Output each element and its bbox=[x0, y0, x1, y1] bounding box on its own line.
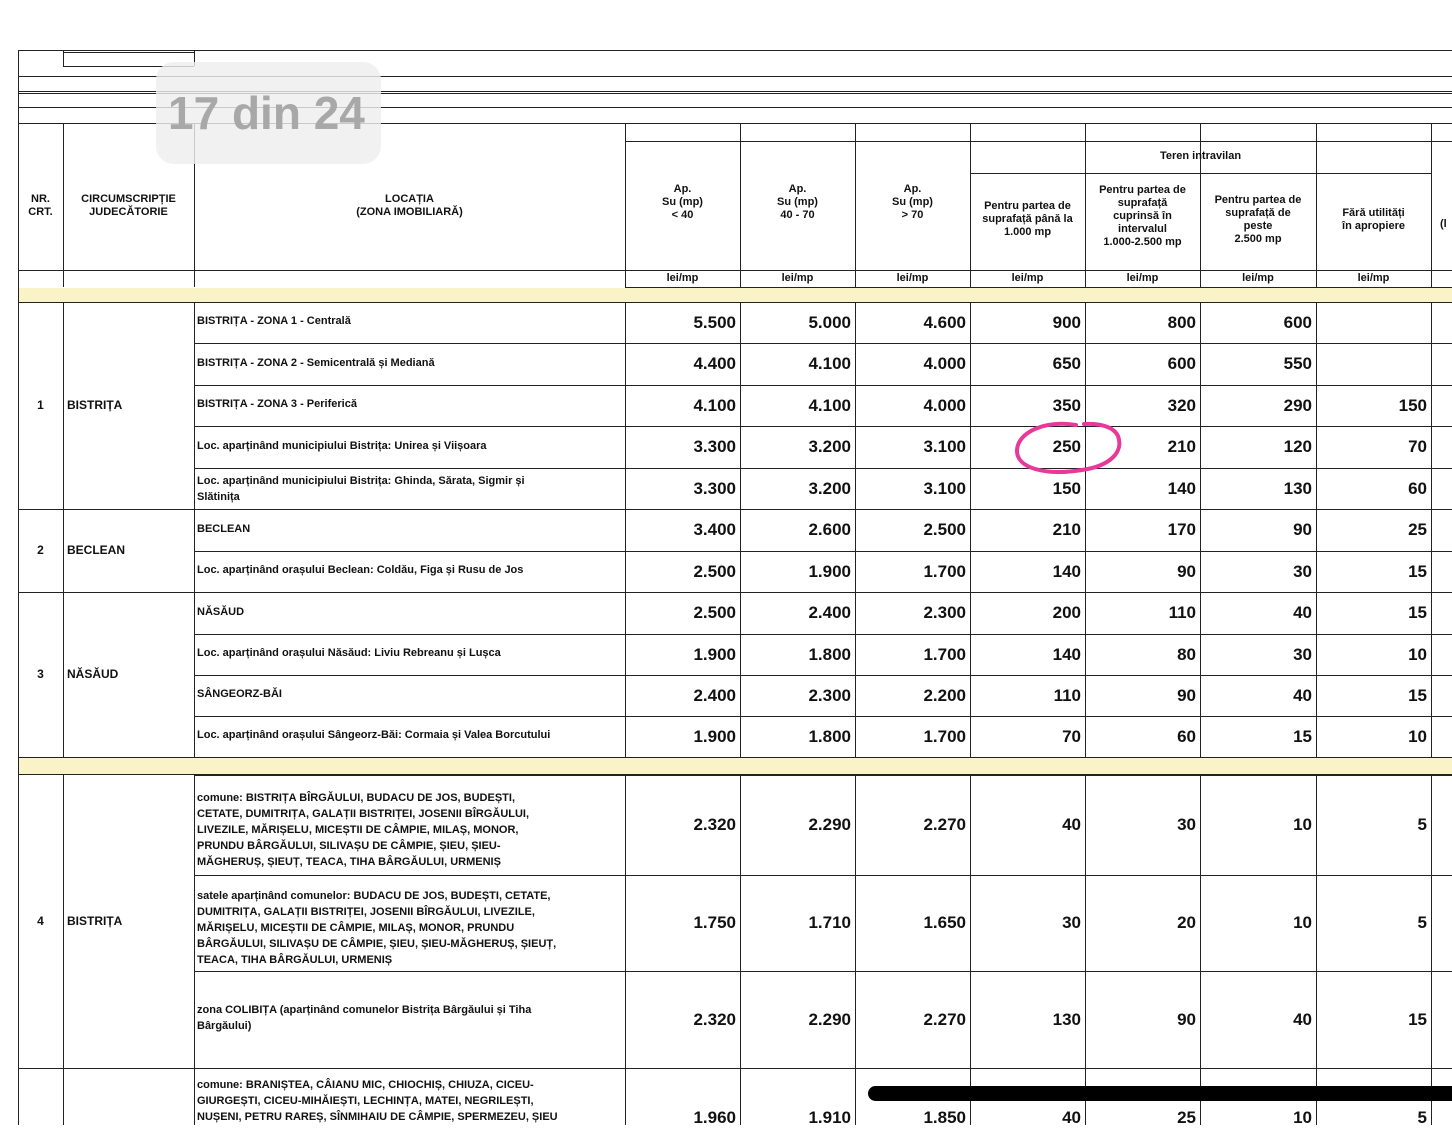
grid-line bbox=[194, 551, 1452, 552]
value-cell: 3.100 bbox=[923, 478, 966, 498]
value-cell: 1.800 bbox=[808, 726, 851, 746]
grid-line bbox=[1431, 123, 1432, 287]
value-cell: 5.500 bbox=[693, 312, 736, 332]
value-cell: 900 bbox=[1052, 312, 1081, 332]
value-cell: 3.400 bbox=[693, 520, 736, 539]
grid-line bbox=[194, 1068, 1452, 1069]
location-name: MĂRIȘELU, MICEȘTII DE CÂMPIE, MILAȘ, MONOR, PRUNDU bbox=[197, 921, 515, 934]
grid-line bbox=[18, 302, 1452, 303]
group-name: BECLEAN bbox=[67, 543, 126, 557]
value-cell: 90 bbox=[1177, 685, 1196, 705]
group-name: BISTRIȚA bbox=[67, 398, 123, 412]
value-cell: 5.000 bbox=[808, 312, 851, 332]
value-cell: 2.200 bbox=[923, 685, 966, 705]
location-name: GIURGEȘTI, CICEU-MIHĂIEȘTI, LECHINȚA, MATEI, NEGRILEȘTI, bbox=[197, 1095, 534, 1108]
value-cell: 1.850 bbox=[923, 1108, 966, 1127]
unit-label: lei/mp bbox=[1126, 272, 1159, 284]
value-cell: 90 bbox=[1293, 520, 1312, 539]
value-cell: 150 bbox=[1052, 478, 1081, 498]
group-number: 1 bbox=[37, 398, 44, 412]
grid-line bbox=[625, 141, 1452, 142]
value-cell: 70 bbox=[1062, 726, 1081, 746]
value-cell: 2.300 bbox=[808, 685, 851, 705]
location-name: Bârgăului) bbox=[197, 1019, 252, 1032]
value-cell: 2.270 bbox=[923, 1009, 966, 1029]
value-cell: 5 bbox=[1417, 815, 1427, 834]
value-cell: 3.200 bbox=[808, 478, 851, 498]
header-locatia: LOCAȚIA bbox=[385, 193, 434, 205]
value-cell: 110 bbox=[1053, 685, 1081, 705]
header-ap-lt40: Ap. bbox=[673, 183, 692, 195]
value-cell: 10 bbox=[1408, 726, 1427, 746]
value-cell: 120 bbox=[1283, 437, 1312, 456]
value-cell: 290 bbox=[1283, 395, 1312, 415]
value-cell: 80 bbox=[1177, 644, 1196, 664]
header-cut-column: (l bbox=[1440, 218, 1447, 230]
header-teren-4: Fără utilități bbox=[1342, 207, 1405, 219]
grid-line bbox=[63, 302, 64, 757]
value-cell: 60 bbox=[1408, 478, 1427, 498]
annex-box-border bbox=[63, 52, 194, 53]
header-nr-crt: CRT. bbox=[28, 206, 53, 218]
value-cell: 200 bbox=[1052, 603, 1081, 622]
grid-line bbox=[194, 875, 1452, 876]
value-cell: 2.500 bbox=[693, 561, 736, 581]
value-cell: 90 bbox=[1177, 561, 1196, 581]
header-nr-crt: NR. bbox=[31, 193, 50, 205]
grid-line bbox=[194, 426, 1452, 427]
header-ap-lt40: Su (mp) bbox=[662, 196, 703, 208]
location-name: comune: BISTRIȚA BÎRGĂULUI, BUDACU DE JOS, BUDEȘTI, bbox=[197, 791, 515, 804]
value-cell: 90 bbox=[1177, 1009, 1196, 1029]
grid-line bbox=[194, 775, 1452, 776]
grid-line bbox=[194, 592, 1452, 593]
value-cell: 2.400 bbox=[693, 685, 736, 705]
value-cell: 25 bbox=[1408, 520, 1427, 539]
value-cell: 250 bbox=[1052, 437, 1081, 456]
grid-line bbox=[194, 343, 1452, 344]
group-name: BISTRIȚA bbox=[67, 914, 123, 928]
value-cell: 1.710 bbox=[808, 913, 851, 932]
location-name: Loc. aparținând orașului Sângeorz-Băi: Cormaia și Valea Borcutului bbox=[197, 729, 551, 741]
header-teren-3: Pentru partea de bbox=[1214, 194, 1302, 206]
value-cell: 20 bbox=[1177, 913, 1196, 932]
value-cell: 150 bbox=[1398, 395, 1427, 415]
value-cell: 4.100 bbox=[808, 395, 851, 415]
value-cell: 40 bbox=[1293, 603, 1312, 622]
value-cell: 15 bbox=[1293, 726, 1312, 746]
header-teren-2: 1.000-2.500 mp bbox=[1103, 236, 1182, 248]
grid-line bbox=[194, 509, 1452, 510]
value-cell: 2.500 bbox=[923, 520, 966, 539]
value-cell: 650 bbox=[1052, 354, 1081, 373]
grid-line bbox=[194, 971, 1452, 972]
header-teren-2: intervalul bbox=[1118, 223, 1167, 235]
grid-line bbox=[18, 270, 1452, 271]
header-teren-3: 2.500 mp bbox=[1234, 233, 1282, 245]
grid-line bbox=[194, 757, 1452, 758]
value-cell: 130 bbox=[1283, 478, 1312, 498]
grid-line bbox=[194, 774, 195, 1125]
value-cell: 70 bbox=[1408, 437, 1427, 456]
header-ap-40-70: Su (mp) bbox=[777, 196, 818, 208]
page-indicator-text: 17 din 24 bbox=[168, 87, 365, 139]
value-cell: 1.960 bbox=[693, 1108, 736, 1127]
value-cell: 140 bbox=[1052, 644, 1081, 664]
value-cell: 4.600 bbox=[923, 312, 966, 332]
value-cell: 10 bbox=[1293, 913, 1312, 932]
header-teren-2: cuprinsă în bbox=[1113, 210, 1172, 222]
grid-line bbox=[194, 468, 1452, 469]
scroll-indicator-bar[interactable] bbox=[868, 1086, 1452, 1101]
group-number: 2 bbox=[37, 543, 44, 557]
header-circumscriptie: JUDECĂTORIE bbox=[89, 206, 168, 218]
location-name: PRUNDU BÂRGĂULUI, SILIVAȘU DE CÂMPIE, ȘIEU, ȘIEU- bbox=[197, 840, 501, 853]
location-name: Loc. aparținând orașului Năsăud: Liviu Rebreanu și Lușca bbox=[197, 647, 501, 659]
grid-line bbox=[63, 774, 64, 1125]
value-cell: 140 bbox=[1052, 561, 1081, 581]
value-cell: 2.290 bbox=[808, 815, 851, 834]
location-name: TEACA, TIHA BÂRGĂULUI, URMENIȘ bbox=[197, 954, 393, 967]
value-cell: 40 bbox=[1062, 1108, 1081, 1127]
value-cell: 140 bbox=[1167, 478, 1196, 498]
value-cell: 1.910 bbox=[808, 1108, 851, 1127]
value-cell: 210 bbox=[1052, 520, 1081, 539]
unit-label: lei/mp bbox=[1242, 272, 1274, 284]
header-teren-3: suprafață de bbox=[1225, 207, 1291, 219]
location-name: BISTRIȚA - ZONA 2 - Semicentrală și Mediană bbox=[197, 356, 435, 369]
section-band-orase bbox=[19, 288, 1452, 302]
value-cell: 2.300 bbox=[923, 603, 966, 622]
page-indicator bbox=[156, 62, 381, 164]
value-cell: 2.320 bbox=[693, 1009, 736, 1029]
unit-label: lei/mp bbox=[896, 272, 929, 284]
grid-line bbox=[194, 675, 1452, 676]
value-cell: 10 bbox=[1293, 815, 1312, 834]
section-band-sate bbox=[19, 758, 1452, 774]
value-cell: 110 bbox=[1168, 603, 1196, 622]
value-cell: 600 bbox=[1167, 354, 1196, 373]
header-ap-lt40: < 40 bbox=[671, 209, 694, 221]
location-name: zona COLIBIȚA (aparținând comunelor Bistrița Bârgăului și Tiha bbox=[197, 1003, 532, 1016]
value-cell: 40 bbox=[1293, 685, 1312, 705]
value-cell: 2.270 bbox=[923, 815, 966, 834]
location-name: DUMITRIȚA, GALAȚII BISTRIȚEI, JOSENII BÎRGĂULUI, LIVEZILE, bbox=[197, 905, 535, 918]
header-teren-2: suprafață bbox=[1117, 197, 1168, 209]
value-cell: 1.800 bbox=[808, 644, 851, 664]
value-cell: 2.320 bbox=[693, 815, 736, 834]
value-cell: 130 bbox=[1052, 1009, 1081, 1029]
value-cell: 350 bbox=[1052, 395, 1081, 415]
header-ap-40-70: 40 - 70 bbox=[780, 209, 815, 221]
value-cell: 5 bbox=[1417, 913, 1427, 932]
grid-line bbox=[194, 634, 1452, 635]
group-number: 3 bbox=[37, 667, 44, 681]
grid-line bbox=[194, 385, 1452, 386]
header-ap-gt70: Su (mp) bbox=[892, 196, 933, 208]
location-name: CETATE, DUMITRIȚA, GALAȚII BISTRIȚEI, JOSENII BÎRGĂULUI, bbox=[197, 807, 530, 820]
location-name: Loc. aparținând municipiului Bistrița: Unirea și Viișoara bbox=[197, 439, 487, 452]
value-cell: 15 bbox=[1408, 561, 1427, 581]
value-cell: 3.300 bbox=[693, 437, 736, 456]
value-cell: 170 bbox=[1167, 520, 1196, 539]
grid-line bbox=[18, 50, 1452, 51]
location-name: BECLEAN bbox=[197, 522, 251, 535]
header-teren-intravilan: Teren intravilan bbox=[1159, 150, 1242, 162]
grid-line bbox=[1316, 123, 1317, 287]
grid-line bbox=[194, 302, 195, 757]
value-cell: 2.500 bbox=[693, 603, 736, 622]
header-teren-4: în apropiere bbox=[1342, 220, 1405, 232]
value-cell: 1.700 bbox=[923, 561, 966, 581]
location-name: NĂSĂUD bbox=[197, 605, 245, 618]
value-cell: 30 bbox=[1293, 644, 1312, 664]
header-circumscriptie: CIRCUMSCRIPȚIE bbox=[81, 193, 176, 205]
value-cell: 1.900 bbox=[808, 561, 851, 581]
value-cell: 10 bbox=[1408, 644, 1427, 664]
value-cell: 320 bbox=[1167, 395, 1196, 415]
grid-line bbox=[1431, 302, 1432, 757]
value-cell: 2.290 bbox=[808, 1009, 851, 1029]
unit-label: lei/mp bbox=[1011, 272, 1044, 284]
value-cell: 3.300 bbox=[693, 478, 736, 498]
header-teren-1: 1.000 mp bbox=[1003, 226, 1052, 238]
unit-label: lei/mp bbox=[781, 272, 814, 284]
location-name: Slătinița bbox=[197, 490, 240, 503]
value-cell: 600 bbox=[1283, 312, 1312, 332]
value-cell: 4.000 bbox=[923, 395, 966, 415]
value-cell: 25 bbox=[1177, 1108, 1196, 1127]
value-cell: 1.750 bbox=[693, 913, 736, 932]
value-cell: 4.100 bbox=[808, 354, 851, 373]
value-cell: 1.900 bbox=[693, 726, 736, 746]
location-name: SÂNGEORZ-BĂI bbox=[197, 688, 282, 700]
location-name: Loc. aparținând municipiului Bistrița: Ghinda, Sărata, Sigmir și bbox=[197, 474, 525, 487]
location-name: LIVEZILE, MĂRIȘELU, MICEȘTII DE CÂMPIE, MILAȘ, MONOR, bbox=[197, 823, 519, 836]
grid-line bbox=[625, 287, 1452, 288]
grid-line bbox=[1431, 774, 1432, 1125]
value-cell: 40 bbox=[1293, 1009, 1312, 1029]
value-cell: 4.100 bbox=[693, 395, 736, 415]
value-cell: 2.600 bbox=[808, 520, 851, 539]
value-cell: 1.700 bbox=[923, 644, 966, 664]
value-cell: 4.400 bbox=[693, 354, 736, 373]
value-cell: 3.200 bbox=[808, 437, 851, 456]
value-cell: 1.900 bbox=[693, 644, 736, 664]
group-number: 4 bbox=[37, 914, 44, 928]
header-ap-gt70: > 70 bbox=[901, 209, 924, 221]
location-name: BÂRGĂULUI, SILIVAȘU DE CÂMPIE, ȘIEU, ȘIEU-MĂGHERUȘ, ȘIEUȚ, bbox=[197, 938, 557, 951]
value-cell: 550 bbox=[1283, 354, 1312, 373]
value-cell: 10 bbox=[1293, 1108, 1312, 1127]
unit-label: lei/mp bbox=[666, 272, 699, 284]
value-cell: 210 bbox=[1167, 437, 1196, 456]
header-ap-gt70: Ap. bbox=[903, 183, 922, 195]
location-name: MĂGHERUȘ, ȘIEUȚ, TEACA, TIHA BÂRGĂULUI, URMENIȘ bbox=[197, 856, 501, 869]
group-name: NĂSĂUD bbox=[67, 667, 119, 681]
header-teren-1: suprafață până la bbox=[982, 213, 1073, 225]
value-cell: 40 bbox=[1062, 815, 1081, 834]
value-cell: 2.400 bbox=[808, 603, 851, 622]
value-cell: 30 bbox=[1293, 561, 1312, 581]
location-name: NUȘENI, PETRU RAREȘ, SÎNMIHAIU DE CÂMPIE, SPERMEZEU, ȘIEU bbox=[197, 1111, 558, 1124]
value-cell: 15 bbox=[1408, 603, 1427, 622]
location-name: comune: BRANIȘTEA, CÂIANU MIC, CHIOCHIȘ, CHIUZA, CICEU- bbox=[197, 1079, 534, 1091]
value-cell: 3.100 bbox=[923, 437, 966, 456]
value-cell: 800 bbox=[1167, 312, 1196, 332]
unit-label: lei/mp bbox=[1357, 272, 1390, 284]
value-cell: 5 bbox=[1417, 1108, 1427, 1127]
grid-line bbox=[63, 50, 64, 66]
value-cell: 4.000 bbox=[923, 354, 966, 373]
value-cell: 30 bbox=[1062, 913, 1081, 932]
value-cell: 15 bbox=[1408, 685, 1427, 705]
value-cell: 15 bbox=[1408, 1009, 1427, 1029]
location-name: Loc. aparținând orașului Beclean: Coldău, Figa și Rusu de Jos bbox=[197, 564, 524, 576]
value-cell: 1.700 bbox=[923, 726, 966, 746]
header-locatia: (ZONA IMOBILIARĂ) bbox=[356, 206, 463, 218]
value-cell: 30 bbox=[1177, 815, 1196, 834]
value-cell: 60 bbox=[1177, 726, 1196, 746]
header-teren-3: peste bbox=[1243, 220, 1273, 232]
header-teren-1: Pentru partea de bbox=[984, 200, 1071, 212]
grid-line bbox=[194, 716, 1452, 717]
header-teren-2: Pentru partea de bbox=[1099, 184, 1186, 196]
location-name: BISTRIȚA - ZONA 1 - Centrală bbox=[197, 315, 351, 327]
header-ap-40-70: Ap. bbox=[788, 183, 807, 195]
location-name: BISTRIȚA - ZONA 3 - Periferică bbox=[197, 398, 357, 410]
value-cell: 1.650 bbox=[923, 913, 966, 932]
location-name: satele aparținând comunelor: BUDACU DE JOS, BUDEȘTI, CETATE, bbox=[197, 889, 551, 902]
